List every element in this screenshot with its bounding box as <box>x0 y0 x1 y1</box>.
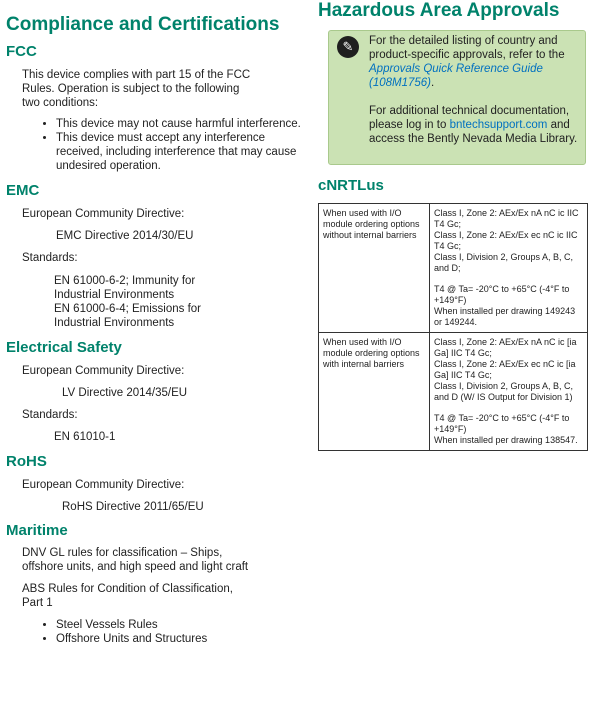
list-item: • This device must accept any interference received, including interference that may cause undesired operation. <box>56 131 301 173</box>
note-paragraph <box>369 104 581 146</box>
list-item: • This device may not cause harmful interference. <box>56 117 301 131</box>
safety-directive: LV Directive 2014/35/EU <box>62 387 188 399</box>
list-item: • Offshore Units and Structures <box>56 632 296 646</box>
emc-standards-label: Standards: <box>22 252 78 264</box>
fcc-conditions <box>6 117 301 173</box>
temperature-rating: T4 @ Ta= -20°C to +65°C (-4°F to +149°F) <box>434 284 570 305</box>
emc-directive: EMC Directive 2014/30/EU <box>56 230 194 242</box>
cnrtlus-table <box>318 203 588 451</box>
drawing-note: When installed per drawing 149243 or 149244. <box>434 306 576 327</box>
maritime-heading: Maritime <box>6 522 68 539</box>
approvals-guide-link[interactable]: Approvals Quick Reference Guide (108M1756) <box>369 63 543 89</box>
left-column <box>6 14 301 646</box>
cnrtlus-heading: cNRTLus <box>318 177 384 194</box>
electrical-safety-heading: Electrical Safety <box>6 339 122 356</box>
note-text-span: . <box>431 77 435 89</box>
maritime-dnv: DNV GL rules for classification – Ships, offshore units, and high speed and light craft <box>22 547 249 573</box>
approval-cell <box>430 333 588 451</box>
note-text <box>369 34 581 146</box>
rohs-directive-label: European Community Directive: <box>22 479 185 491</box>
note-text-span: and access the Bently Nevada Media Library. <box>369 119 578 145</box>
approvals-note <box>328 30 586 165</box>
safety-standards-label: Standards: <box>22 409 78 421</box>
rohs-directive: RoHS Directive 2011/65/EU <box>62 501 204 513</box>
hazardous-area-title: Hazardous Area Approvals <box>318 0 560 21</box>
note-paragraph <box>369 34 581 90</box>
fcc-heading: FCC <box>6 43 37 60</box>
approval-line: Class I, Zone 2: AEx/Ex nA nC ic IIC T4 Gc; <box>434 208 579 229</box>
rohs-heading: RoHS <box>6 453 47 470</box>
condition-cell: When used with I/O module ordering options with internal barriers <box>319 333 430 451</box>
list-item: • Steel Vessels Rules <box>56 618 296 632</box>
table-row <box>319 204 588 333</box>
maritime-abs: ABS Rules for Condition of Classification, Part 1 <box>22 583 233 609</box>
emc-directive-label: European Community Directive: <box>22 208 185 220</box>
section-title: Compliance and Certifications <box>6 14 280 35</box>
safety-directive-label: European Community Directive: <box>22 365 185 377</box>
note-text-span: For the detailed listing of country and product-specific approvals, refer to the <box>369 35 565 61</box>
approval-line: Class I, Zone 2: AEx/Ex ec nC ic [ia Ga] IIC T4 Gc; <box>434 359 576 380</box>
approval-line: Class I, Zone 2: AEx/Ex ec nC ic IIC T4 Gc; <box>434 230 578 251</box>
approval-line: Class I, Zone 2: AEx/Ex nA nC ic [ia Ga] IIC T4 Gc; <box>434 337 577 358</box>
condition-cell: When used with I/O module ordering options without internal barriers <box>319 204 430 333</box>
approval-cell <box>430 204 588 333</box>
emc-heading: EMC <box>6 182 40 199</box>
temperature-rating: T4 @ Ta= -20°C to +65°C (-4°F to +149°F) <box>434 413 570 434</box>
approval-line: Class I, Division 2, Groups A, B, C, and D (W/ IS Output for Division 1) <box>434 381 574 402</box>
safety-standard: EN 61010-1 <box>54 431 116 443</box>
bntechsupport-link[interactable]: bntechsupport.com <box>449 119 548 131</box>
pencil-icon: ✎ <box>337 36 359 58</box>
table-row <box>319 333 588 451</box>
emc-standard: EN 61000-6-2; Immunity for Industrial Environments <box>54 275 196 301</box>
abs-items <box>6 618 296 646</box>
approval-line: Class I, Division 2, Groups A, B, C, and D; <box>434 252 574 273</box>
emc-standard: EN 61000-6-4; Emissions for Industrial Environments <box>54 303 202 329</box>
note-text-span: For additional technical documentation, please log in to <box>369 105 570 131</box>
fcc-intro: This device complies with part 15 of the FCC Rules. Operation is subject to the following two conditions: <box>22 69 251 109</box>
drawing-note: When installed per drawing 138547. <box>434 435 578 445</box>
